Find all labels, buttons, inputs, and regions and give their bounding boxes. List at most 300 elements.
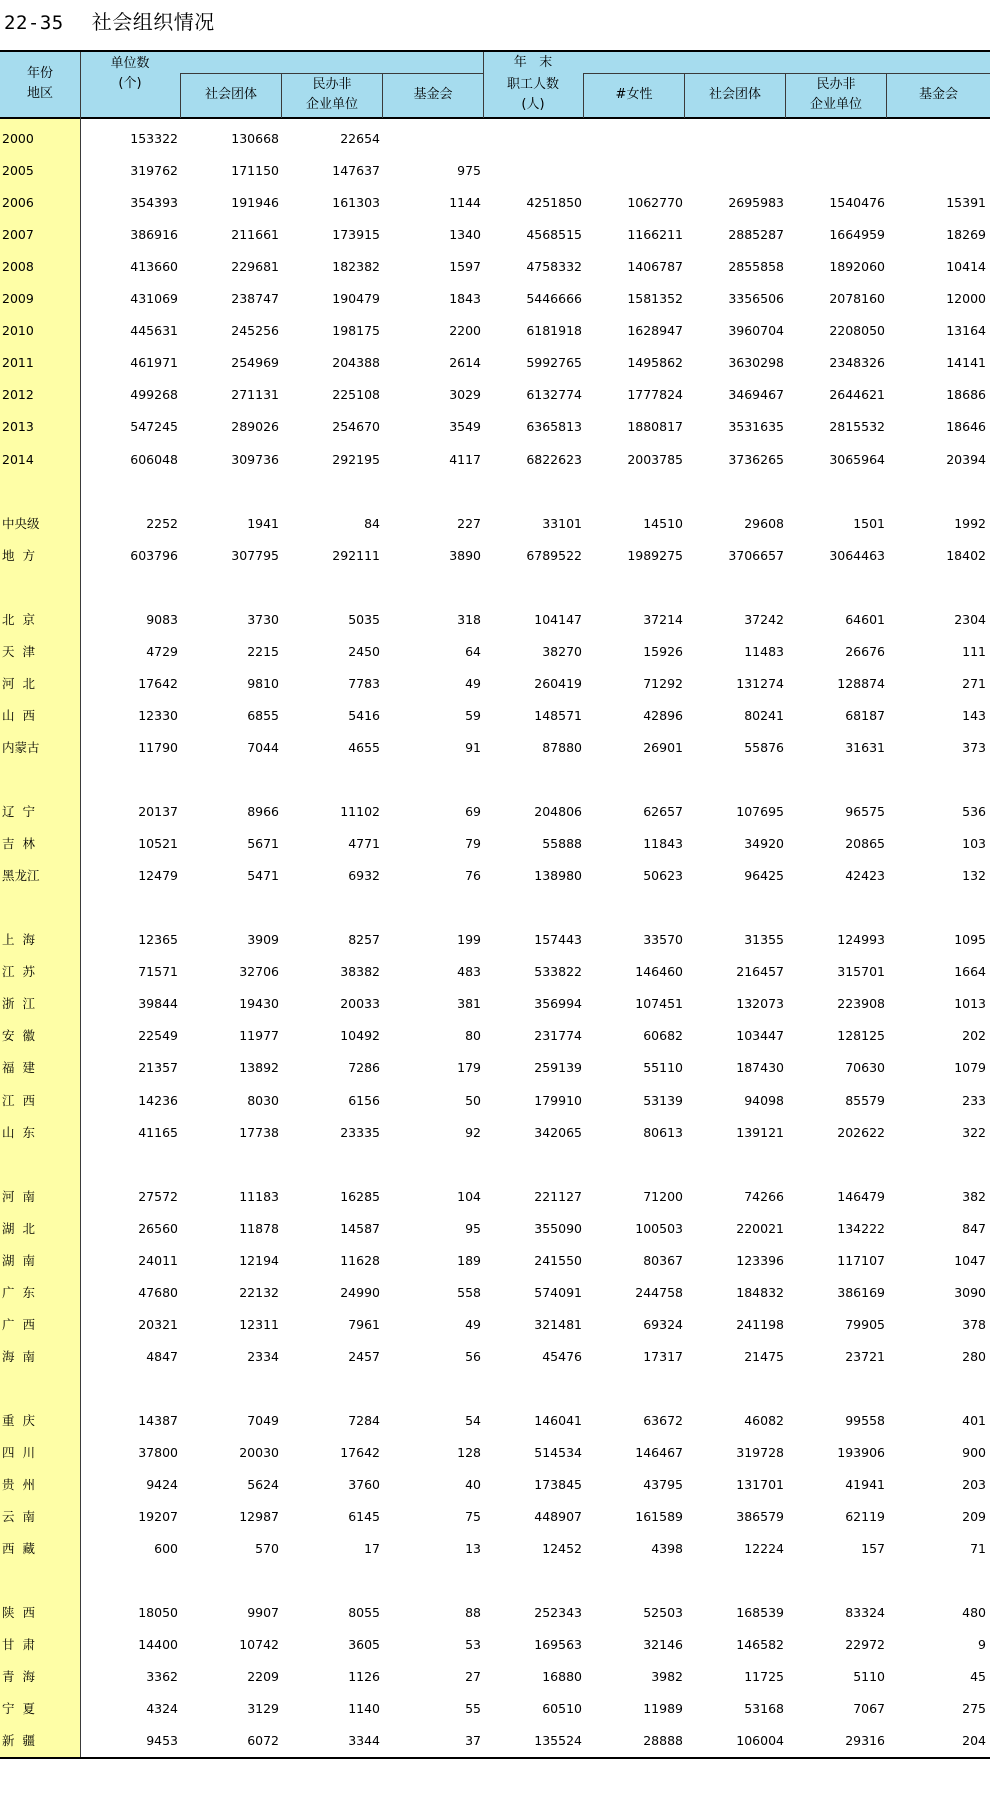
table-cell: 3129 [247, 1701, 279, 1716]
table-cell: 514534 [534, 1445, 582, 1460]
table-cell: 18686 [946, 387, 986, 402]
table-cell: 6181918 [526, 323, 582, 338]
table-cell: 9453 [146, 1733, 178, 1748]
row-label: 青 海 [2, 1669, 35, 1684]
table-cell: 8030 [247, 1093, 279, 1108]
row-label: 河 南 [2, 1189, 35, 1204]
table-cell: 13164 [946, 323, 986, 338]
table-cell: 1892060 [829, 259, 885, 274]
table-cell: 59 [465, 708, 481, 723]
table-cell: 3960704 [728, 323, 784, 338]
row-label: 2008 [2, 259, 34, 274]
table-cell: 3630298 [728, 355, 784, 370]
table-cell: 189 [457, 1253, 481, 1268]
header-staff: 职工人数 (人) [506, 77, 559, 112]
table-cell: 26560 [138, 1221, 178, 1236]
table-cell: 38270 [542, 644, 582, 659]
table-cell: 254969 [231, 355, 279, 370]
table-cell: 4251850 [526, 195, 582, 210]
table-cell: 29608 [744, 516, 784, 531]
row-label: 西 藏 [2, 1541, 35, 1556]
table-cell: 413660 [130, 259, 178, 274]
table-cell: 3029 [449, 387, 481, 402]
table-cell: 147637 [332, 163, 380, 178]
table-cell: 252343 [534, 1605, 582, 1620]
table-cell: 2304 [954, 612, 986, 627]
table-cell: 231774 [534, 1028, 582, 1043]
table-cell: 3344 [348, 1733, 380, 1748]
table-cell: 2885287 [728, 227, 784, 242]
row-label: 北 京 [2, 612, 35, 627]
table-cell: 45476 [542, 1349, 582, 1364]
header-female: #女性 [615, 87, 653, 102]
table-cell: 6365813 [526, 419, 582, 434]
table-cell: 10742 [239, 1637, 279, 1652]
header-year-end: 年 末 [513, 55, 553, 70]
table-cell: 461971 [130, 355, 178, 370]
table-cell: 91 [465, 740, 481, 755]
table-cell: 202622 [837, 1125, 885, 1140]
table-cell: 499268 [130, 387, 178, 402]
table-cell: 18402 [946, 548, 986, 563]
row-label: 福 建 [2, 1060, 35, 1075]
table-cell: 84 [364, 516, 380, 531]
table-cell: 2695983 [728, 195, 784, 210]
table-cell: 17317 [643, 1349, 683, 1364]
table-cell: 171150 [231, 163, 279, 178]
table-cell: 12452 [542, 1541, 582, 1556]
table-cell: 221127 [534, 1189, 582, 1204]
table-cell: 31355 [744, 932, 784, 947]
table-cell: 123396 [736, 1253, 784, 1268]
table-cell: 32146 [643, 1637, 683, 1652]
table-cell: 24990 [340, 1285, 380, 1300]
table-cell: 193906 [837, 1445, 885, 1460]
table-cell: 2644621 [829, 387, 885, 402]
row-label: 2006 [2, 195, 34, 210]
table-cell: 100503 [635, 1221, 683, 1236]
table-cell: 179910 [534, 1093, 582, 1108]
header-private-nonenterprise-staff: 民办非 企业单位 [809, 77, 862, 112]
table-cell: 1581352 [627, 291, 683, 306]
table-cell: 106004 [736, 1733, 784, 1748]
table-cell: 1406787 [627, 259, 683, 274]
row-label: 云 南 [2, 1509, 35, 1524]
row-label: 2012 [2, 387, 34, 402]
table-cell: 1597 [449, 259, 481, 274]
table-cell: 227 [457, 516, 481, 531]
table-cell: 1013 [954, 996, 986, 1011]
table-cell: 9 [978, 1637, 986, 1652]
table-cell: 139121 [736, 1125, 784, 1140]
table-cell: 62119 [845, 1509, 885, 1524]
row-label: 甘 肃 [2, 1637, 35, 1652]
table-cell: 259139 [534, 1060, 582, 1075]
table-cell: 79 [465, 836, 481, 851]
row-label: 2005 [2, 163, 34, 178]
table-cell: 71200 [643, 1189, 683, 1204]
table-cell: 570 [255, 1541, 279, 1556]
table-cell: 15926 [643, 644, 683, 659]
table-cell: 15391 [946, 195, 986, 210]
row-label: 山 东 [2, 1125, 35, 1140]
header-foundations-staff: 基金会 [918, 87, 958, 102]
table-cell: 132073 [736, 996, 784, 1011]
table-cell: 309736 [231, 452, 279, 467]
table-cell: 198175 [332, 323, 380, 338]
table-cell: 12194 [239, 1253, 279, 1268]
table-cell: 14587 [340, 1221, 380, 1236]
table-cell: 12479 [138, 868, 178, 883]
row-label: 江 西 [2, 1093, 35, 1108]
header-units: 单位数 (个) [110, 56, 150, 91]
row-label: 2000 [2, 131, 34, 146]
table-cell: 2855858 [728, 259, 784, 274]
table-cell: 2450 [348, 644, 380, 659]
table-cell: 3605 [348, 1637, 380, 1652]
table-cell: 606048 [130, 452, 178, 467]
table-cell: 10414 [946, 259, 986, 274]
table-cell: 41165 [138, 1125, 178, 1140]
table-cell: 146041 [534, 1413, 582, 1428]
table-cell: 5110 [853, 1669, 885, 1684]
table-cell: 9424 [146, 1477, 178, 1492]
table-cell: 5035 [348, 612, 380, 627]
table-cell: 3736265 [728, 452, 784, 467]
table-cell: 27 [465, 1669, 481, 1684]
table-cell: 1843 [449, 291, 481, 306]
bottom-rule [0, 1757, 990, 1759]
table-cell: 11725 [744, 1669, 784, 1684]
table-cell: 11989 [643, 1701, 683, 1716]
table-cell: 547245 [130, 419, 178, 434]
table-cell: 2215 [247, 644, 279, 659]
table-cell: 8055 [348, 1605, 380, 1620]
table-cell: 69 [465, 804, 481, 819]
table-cell: 5416 [348, 708, 380, 723]
table-cell: 143 [962, 708, 986, 723]
table-cell: 1047 [954, 1253, 986, 1268]
table-cell: 17642 [340, 1445, 380, 1460]
table-cell: 1992 [954, 516, 986, 531]
table-cell: 373 [962, 740, 986, 755]
table-cell: 18646 [946, 419, 986, 434]
table-cell: 16285 [340, 1189, 380, 1204]
table-cell: 22132 [239, 1285, 279, 1300]
table-cell: 847 [962, 1221, 986, 1236]
table-cell: 4729 [146, 644, 178, 659]
table-cell: 3065964 [829, 452, 885, 467]
table-cell: 128874 [837, 676, 885, 691]
table-cell: 20137 [138, 804, 178, 819]
table-cell: 168539 [736, 1605, 784, 1620]
table-cell: 131701 [736, 1477, 784, 1492]
table-cell: 2457 [348, 1349, 380, 1364]
header-foundations: 基金会 [413, 87, 453, 102]
table-cell: 22549 [138, 1028, 178, 1043]
table-cell: 49 [465, 1317, 481, 1332]
row-label: 广 东 [2, 1285, 35, 1300]
table-cell: 20865 [845, 836, 885, 851]
table-cell: 95 [465, 1221, 481, 1236]
table-cell: 4568515 [526, 227, 582, 242]
table-cell: 254670 [332, 419, 380, 434]
table-cell: 55876 [744, 740, 784, 755]
table-cell: 13892 [239, 1060, 279, 1075]
table-cell: 5992765 [526, 355, 582, 370]
table-cell: 6145 [348, 1509, 380, 1524]
table-cell: 6132774 [526, 387, 582, 402]
table-cell: 6932 [348, 868, 380, 883]
table-cell: 1095 [954, 932, 986, 947]
table-cell: 3730 [247, 612, 279, 627]
table-cell: 448907 [534, 1509, 582, 1524]
table-cell: 1079 [954, 1060, 986, 1075]
table-cell: 223908 [837, 996, 885, 1011]
table-cell: 4655 [348, 740, 380, 755]
table-cell: 9907 [247, 1605, 279, 1620]
row-label: 2013 [2, 419, 34, 434]
table-cell: 1144 [449, 195, 481, 210]
table-cell: 14236 [138, 1093, 178, 1108]
table-cell: 182382 [332, 259, 380, 274]
table-cell: 14387 [138, 1413, 178, 1428]
table-cell: 132 [962, 868, 986, 883]
table-cell: 53139 [643, 1093, 683, 1108]
row-label: 海 南 [2, 1349, 35, 1364]
table-cell: 23335 [340, 1125, 380, 1140]
table-cell: 37214 [643, 612, 683, 627]
row-label: 2014 [2, 452, 34, 467]
table-cell: 1664 [954, 964, 986, 979]
table-cell: 386916 [130, 227, 178, 242]
table-cell: 260419 [534, 676, 582, 691]
table-cell: 9810 [247, 676, 279, 691]
table-cell: 60510 [542, 1701, 582, 1716]
table-cell: 37800 [138, 1445, 178, 1460]
table-cell: 173915 [332, 227, 380, 242]
table-cell: 4771 [348, 836, 380, 851]
table-cell: 146460 [635, 964, 683, 979]
table-cell: 322 [962, 1125, 986, 1140]
row-label: 辽 宁 [2, 804, 35, 819]
table-cell: 22654 [340, 131, 380, 146]
table-cell: 558 [457, 1285, 481, 1300]
header-private-nonenterprise: 民办非 企业单位 [305, 77, 358, 112]
table-cell: 271 [962, 676, 986, 691]
table-cell: 53 [465, 1637, 481, 1652]
row-label: 2010 [2, 323, 34, 338]
table-cell: 55888 [542, 836, 582, 851]
table-cell: 3090 [954, 1285, 986, 1300]
table-cell: 1340 [449, 227, 481, 242]
table-cell: 7067 [853, 1701, 885, 1716]
table-cell: 4117 [449, 452, 481, 467]
table-cell: 80613 [643, 1125, 683, 1140]
table-cell: 104147 [534, 612, 582, 627]
table-cell: 2208050 [829, 323, 885, 338]
table-cell: 33570 [643, 932, 683, 947]
table-cell: 2334 [247, 1349, 279, 1364]
table-cell: 307795 [231, 548, 279, 563]
table-cell: 46082 [744, 1413, 784, 1428]
table-cell: 12311 [239, 1317, 279, 1332]
table-cell: 41941 [845, 1477, 885, 1492]
table-cell: 211661 [231, 227, 279, 242]
table-cell: 96425 [744, 868, 784, 883]
table-cell: 229681 [231, 259, 279, 274]
table-cell: 43795 [643, 1477, 683, 1492]
row-label: 山 西 [2, 708, 35, 723]
table-cell: 1166211 [627, 227, 683, 242]
table-cell: 6789522 [526, 548, 582, 563]
table-cell: 26676 [845, 644, 885, 659]
header-rule [0, 117, 990, 119]
table-cell: 1140 [348, 1701, 380, 1716]
table-cell: 32706 [239, 964, 279, 979]
table-cell: 19430 [239, 996, 279, 1011]
table-cell: 386169 [837, 1285, 885, 1300]
table-cell: 1989275 [627, 548, 683, 563]
table-cell: 1664959 [829, 227, 885, 242]
table-cell: 238747 [231, 291, 279, 306]
table-cell: 49 [465, 676, 481, 691]
table-cell: 19207 [138, 1509, 178, 1524]
table-cell: 107695 [736, 804, 784, 819]
table-cell: 131274 [736, 676, 784, 691]
table-cell: 21357 [138, 1060, 178, 1075]
table-cell: 103 [962, 836, 986, 851]
table-cell: 225108 [332, 387, 380, 402]
table-cell: 2200 [449, 323, 481, 338]
table-cell: 5446666 [526, 291, 582, 306]
table-cell: 2209 [247, 1669, 279, 1684]
table-cell: 17642 [138, 676, 178, 691]
table-cell: 319728 [736, 1445, 784, 1460]
table-cell: 11183 [239, 1189, 279, 1204]
table-cell: 3531635 [728, 419, 784, 434]
table-cell: 4758332 [526, 259, 582, 274]
table-cell: 342065 [534, 1125, 582, 1140]
table-cell: 13 [465, 1541, 481, 1556]
row-label: 浙 江 [2, 996, 35, 1011]
table-cell: 289026 [231, 419, 279, 434]
table-cell: 8966 [247, 804, 279, 819]
table-cell: 146582 [736, 1637, 784, 1652]
row-label: 江 苏 [2, 964, 35, 979]
table-cell: 40 [465, 1477, 481, 1492]
table-cell: 1126 [348, 1669, 380, 1684]
table-cell: 220021 [736, 1221, 784, 1236]
table-cell: 4398 [651, 1541, 683, 1556]
table-cell: 3706657 [728, 548, 784, 563]
table-cell: 11843 [643, 836, 683, 851]
table-cell: 117107 [837, 1253, 885, 1268]
table-cell: 53168 [744, 1701, 784, 1716]
table-cell: 7286 [348, 1060, 380, 1075]
table-cell: 148571 [534, 708, 582, 723]
table-cell: 70630 [845, 1060, 885, 1075]
table-cell: 3064463 [829, 548, 885, 563]
table-cell: 1777824 [627, 387, 683, 402]
table-cell: 135524 [534, 1733, 582, 1748]
table-cell: 179 [457, 1060, 481, 1075]
table-cell: 18269 [946, 227, 986, 242]
table-cell: 130668 [231, 131, 279, 146]
table-cell: 483 [457, 964, 481, 979]
table-cell: 203 [962, 1477, 986, 1492]
table-cell: 42896 [643, 708, 683, 723]
table-cell: 12365 [138, 932, 178, 947]
table-cell: 22972 [845, 1637, 885, 1652]
row-label: 陕 西 [2, 1605, 35, 1620]
table-cell: 37242 [744, 612, 784, 627]
table-cell: 62657 [643, 804, 683, 819]
table-cell: 318 [457, 612, 481, 627]
table-cell: 39844 [138, 996, 178, 1011]
row-label: 中央级 [2, 516, 40, 531]
table-cell: 55 [465, 1701, 481, 1716]
table-cell: 204388 [332, 355, 380, 370]
table-cell: 600 [154, 1541, 178, 1556]
table-cell: 87880 [542, 740, 582, 755]
table-cell: 9083 [146, 612, 178, 627]
table-cell: 103447 [736, 1028, 784, 1043]
table-cell: 184832 [736, 1285, 784, 1300]
table-cell: 574091 [534, 1285, 582, 1300]
table-cell: 64601 [845, 612, 885, 627]
row-label: 广 西 [2, 1317, 35, 1332]
table-title: 社会组织情况 [91, 10, 215, 34]
table-cell: 169563 [534, 1637, 582, 1652]
row-label: 重 庆 [2, 1413, 35, 1428]
table-cell: 271131 [231, 387, 279, 402]
table-cell: 138980 [534, 868, 582, 883]
table-cell: 42423 [845, 868, 885, 883]
table-cell: 480 [962, 1605, 986, 1620]
table-cell: 12000 [946, 291, 986, 306]
table-cell: 5624 [247, 1477, 279, 1492]
table-cell: 85579 [845, 1093, 885, 1108]
table-cell: 292111 [332, 548, 380, 563]
table-cell: 11628 [340, 1253, 380, 1268]
row-label: 内蒙古 [2, 740, 40, 755]
table-cell: 17738 [239, 1125, 279, 1140]
table-cell: 216457 [736, 964, 784, 979]
table-cell: 99558 [845, 1413, 885, 1428]
table-cell: 20033 [340, 996, 380, 1011]
table-cell: 47680 [138, 1285, 178, 1300]
row-label: 河 北 [2, 676, 35, 691]
table-cell: 38382 [340, 964, 380, 979]
table-cell: 69324 [643, 1317, 683, 1332]
table-cell: 6855 [247, 708, 279, 723]
table-cell: 71571 [138, 964, 178, 979]
table-cell: 11483 [744, 644, 784, 659]
table-cell: 233 [962, 1093, 986, 1108]
table-cell: 209 [962, 1509, 986, 1524]
table-cell: 14400 [138, 1637, 178, 1652]
table-cell: 11878 [239, 1221, 279, 1236]
table-cell: 315701 [837, 964, 885, 979]
table-cell: 2614 [449, 355, 481, 370]
table-cell: 356994 [534, 996, 582, 1011]
table-cell: 20321 [138, 1317, 178, 1332]
row-label: 2007 [2, 227, 34, 242]
table-cell: 431069 [130, 291, 178, 306]
row-label: 天 津 [2, 644, 35, 659]
row-label: 湖 北 [2, 1221, 35, 1236]
